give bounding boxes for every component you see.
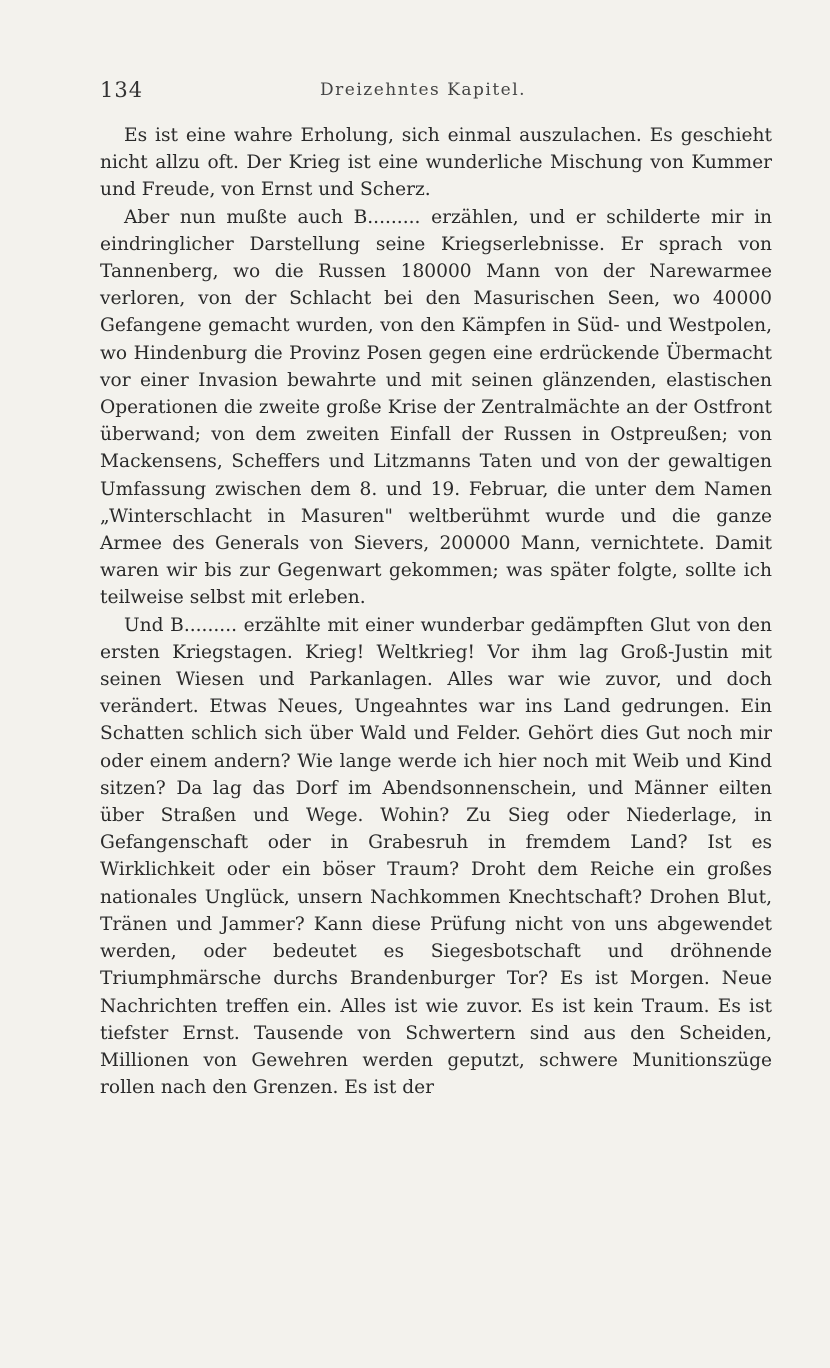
paragraph: Und B......... erzählte mit einer wunderbar gedämpften Glut von den ersten Kriegstagen. Krieg! Weltkrieg! Vor ihm lag Groß-Justin mit seinen Wiesen und Parkanlagen. Alles war wie zuvor, und doch verändert. Etwas Neues, Ungeahntes war ins Land gedrungen. Ein Schatten schlich sich über Wald und Felder. Gehört dies Gut noch mir oder einem andern? Wie lange werde ich hier noch mit Weib und Kind sitzen? Da lag das Dorf im Abendsonnenschein, und Männer eilten über Straßen und Wege. Wohin? Zu Sieg oder Niederlage, in Gefangenschaft oder in Grabesruh in fremdem Land? Ist es Wirklichkeit oder ein böser Traum? Droht dem Reiche ein großes nationales Unglück, unsern Nachkommen Knechtschaft? Drohen Blut, Tränen und Jammer? Kann diese Prüfung nicht von uns abgewendet werden, oder bedeutet es Siegesbotschaft und dröhnende Triumphmärsche durchs Brandenburger Tor? Es ist Morgen. Neue Nachrichten treffen ein. Alles ist wie zuvor. Es ist kein Traum. Es ist tiefster Ernst. Tausende von Schwertern sind aus den Scheiden, Millionen von Gewehren werden geputzt, schwere Munitionszüge rollen nach den Grenzen. Es ist der <box>100 614 772 1099</box>
running-head: Dreizehntes Kapitel. <box>320 80 527 100</box>
page-number: 134 <box>100 78 144 102</box>
page-header <box>100 78 740 108</box>
paragraph: Aber nun mußte auch B......... erzählen, und er schilderte mir in eindringlicher Darstellung seine Kriegserlebnisse. Er sprach von Tannenberg, wo die Russen 180000 Mann von der Narewarmee verloren, von der Schlacht bei den Masurischen Seen, wo 40000 Gefangene gemacht wurden, von den Kämpfen in Süd- und Westpolen, wo Hindenburg die Provinz Posen gegen eine erdrückende Übermacht vor einer Invasion bewahrte und mit seinen glänzenden, elastischen Operationen die zweite große Krise der Zentralmächte an der Ostfront überwand; von dem zweiten Einfall der Russen in Ostpreußen; von Mackensens, Scheffers und Litzmanns Taten und von der gewaltigen Umfassung zwischen dem 8. und 19. Februar, die unter dem Namen „Winterschlacht in Masuren" weltberühmt wurde und die ganze Armee des Generals von Sievers, 200000 Mann, vernichtete. Damit waren wir bis zur Gegenwart gekommen; was später folgte, sollte ich teilweise selbst mit erleben. <box>100 206 772 609</box>
paragraph: Es ist eine wahre Erholung, sich einmal auszulachen. Es geschieht nicht allzu oft. Der Krieg ist eine wunderliche Mischung von Kummer und Freude, von Ernst und Scherz. <box>100 125 772 201</box>
body-text <box>100 122 772 1101</box>
